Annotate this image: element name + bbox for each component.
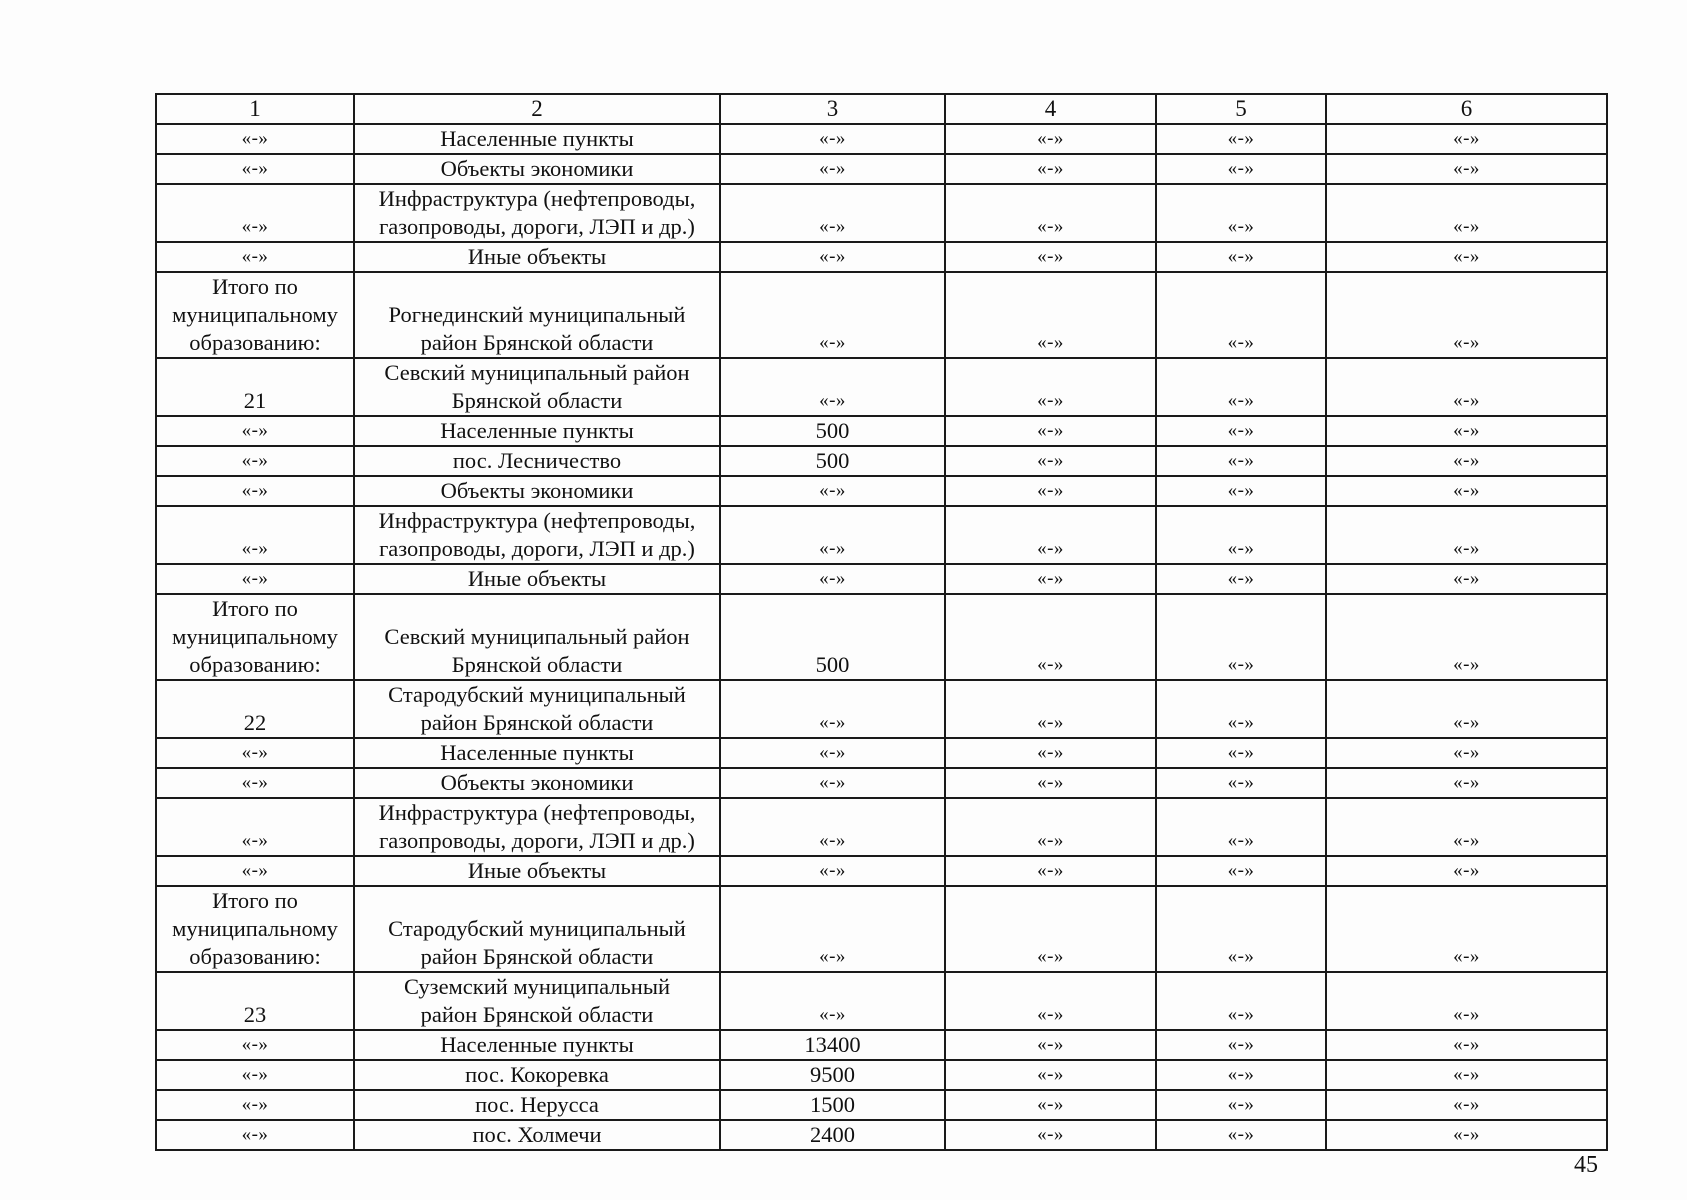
cell-col3: «-» bbox=[720, 124, 945, 154]
cell-name: Населенные пункты bbox=[354, 416, 720, 446]
cell-col6: «-» bbox=[1326, 506, 1607, 564]
cell-col6: «-» bbox=[1326, 856, 1607, 886]
cell-col5: «-» bbox=[1156, 242, 1326, 272]
cell-col6: «-» bbox=[1326, 768, 1607, 798]
table-row bbox=[156, 154, 1607, 184]
cell-name: Инфраструктура (нефтепроводы, газопроводы, дороги, ЛЭП и др.) bbox=[354, 798, 720, 856]
cell-col6: «-» bbox=[1326, 594, 1607, 680]
cell-name: Объекты экономики bbox=[354, 154, 720, 184]
table-row bbox=[156, 798, 1607, 856]
cell-col4: «-» bbox=[945, 1030, 1156, 1060]
cell-col4: «-» bbox=[945, 738, 1156, 768]
table-row bbox=[156, 594, 1607, 680]
cell-col4: «-» bbox=[945, 272, 1156, 358]
cell-col3: «-» bbox=[720, 184, 945, 242]
cell-col4: «-» bbox=[945, 124, 1156, 154]
cell-col3: «-» bbox=[720, 506, 945, 564]
cell-col5: «-» bbox=[1156, 446, 1326, 476]
cell-number: «-» bbox=[156, 124, 354, 154]
cell-col6: «-» bbox=[1326, 242, 1607, 272]
cell-col3: 13400 bbox=[720, 1030, 945, 1060]
table-row bbox=[156, 184, 1607, 242]
cell-col4: «-» bbox=[945, 184, 1156, 242]
table-row bbox=[156, 738, 1607, 768]
cell-col5: «-» bbox=[1156, 506, 1326, 564]
cell-col4: «-» bbox=[945, 476, 1156, 506]
cell-col5: «-» bbox=[1156, 1030, 1326, 1060]
cell-name: Объекты экономики bbox=[354, 768, 720, 798]
cell-col4: «-» bbox=[945, 564, 1156, 594]
cell-col5: «-» bbox=[1156, 738, 1326, 768]
table-row bbox=[156, 242, 1607, 272]
cell-col4: «-» bbox=[945, 886, 1156, 972]
cell-col5: «-» bbox=[1156, 416, 1326, 446]
header-cell-3: 3 bbox=[720, 94, 945, 124]
cell-number: Итого по муниципальному образованию: bbox=[156, 594, 354, 680]
table-row bbox=[156, 1030, 1607, 1060]
cell-col4: «-» bbox=[945, 1120, 1156, 1150]
cell-number: «-» bbox=[156, 476, 354, 506]
cell-name: Населенные пункты bbox=[354, 124, 720, 154]
cell-name: Севский муниципальный район Брянской области bbox=[354, 358, 720, 416]
cell-col4: «-» bbox=[945, 154, 1156, 184]
cell-name: Иные объекты bbox=[354, 564, 720, 594]
cell-number: «-» bbox=[156, 1090, 354, 1120]
cell-number: 21 bbox=[156, 358, 354, 416]
cell-col6: «-» bbox=[1326, 476, 1607, 506]
cell-number: «-» bbox=[156, 242, 354, 272]
cell-name: Иные объекты bbox=[354, 856, 720, 886]
table-row bbox=[156, 446, 1607, 476]
cell-number: «-» bbox=[156, 506, 354, 564]
cell-col5: «-» bbox=[1156, 476, 1326, 506]
cell-name: пос. Лесничество bbox=[354, 446, 720, 476]
table-row bbox=[156, 856, 1607, 886]
cell-col6: «-» bbox=[1326, 738, 1607, 768]
cell-col3: «-» bbox=[720, 972, 945, 1030]
cell-col5: «-» bbox=[1156, 886, 1326, 972]
cell-col6: «-» bbox=[1326, 124, 1607, 154]
cell-col3: 500 bbox=[720, 446, 945, 476]
cell-number: «-» bbox=[156, 738, 354, 768]
cell-col5: «-» bbox=[1156, 272, 1326, 358]
cell-number: «-» bbox=[156, 154, 354, 184]
cell-col5: «-» bbox=[1156, 768, 1326, 798]
cell-name: Иные объекты bbox=[354, 242, 720, 272]
cell-number: «-» bbox=[156, 1120, 354, 1150]
table-row bbox=[156, 680, 1607, 738]
cell-col4: «-» bbox=[945, 856, 1156, 886]
table-row bbox=[156, 768, 1607, 798]
header-cell-5: 5 bbox=[1156, 94, 1326, 124]
header-cell-1: 1 bbox=[156, 94, 354, 124]
data-table bbox=[155, 93, 1608, 1151]
cell-col5: «-» bbox=[1156, 184, 1326, 242]
cell-number: «-» bbox=[156, 768, 354, 798]
cell-number: «-» bbox=[156, 1030, 354, 1060]
cell-col3: 2400 bbox=[720, 1120, 945, 1150]
cell-name: Инфраструктура (нефтепроводы, газопроводы, дороги, ЛЭП и др.) bbox=[354, 184, 720, 242]
cell-col5: «-» bbox=[1156, 798, 1326, 856]
cell-number: 23 bbox=[156, 972, 354, 1030]
cell-col4: «-» bbox=[945, 768, 1156, 798]
cell-col5: «-» bbox=[1156, 972, 1326, 1030]
cell-col4: «-» bbox=[945, 446, 1156, 476]
cell-number: Итого по муниципальному образованию: bbox=[156, 886, 354, 972]
cell-col4: «-» bbox=[945, 242, 1156, 272]
cell-number: «-» bbox=[156, 416, 354, 446]
cell-col5: «-» bbox=[1156, 564, 1326, 594]
cell-number: Итого по муниципальному образованию: bbox=[156, 272, 354, 358]
cell-col3: «-» bbox=[720, 680, 945, 738]
cell-col3: «-» bbox=[720, 768, 945, 798]
cell-name: пос. Холмечи bbox=[354, 1120, 720, 1150]
cell-col6: «-» bbox=[1326, 564, 1607, 594]
cell-col3: «-» bbox=[720, 738, 945, 768]
table-row bbox=[156, 358, 1607, 416]
cell-col4: «-» bbox=[945, 358, 1156, 416]
cell-col3: «-» bbox=[720, 154, 945, 184]
header-row bbox=[156, 94, 1607, 124]
table-row bbox=[156, 1060, 1607, 1090]
cell-number: «-» bbox=[156, 184, 354, 242]
cell-col3: «-» bbox=[720, 798, 945, 856]
table-body bbox=[156, 94, 1607, 1150]
cell-number: «-» bbox=[156, 1060, 354, 1090]
cell-number: «-» bbox=[156, 856, 354, 886]
cell-col4: «-» bbox=[945, 798, 1156, 856]
cell-col6: «-» bbox=[1326, 1090, 1607, 1120]
page-number: 45 bbox=[1574, 1152, 1598, 1178]
cell-name: Суземский муниципальный район Брянской области bbox=[354, 972, 720, 1030]
cell-col6: «-» bbox=[1326, 416, 1607, 446]
cell-col6: «-» bbox=[1326, 446, 1607, 476]
cell-col3: «-» bbox=[720, 272, 945, 358]
cell-col3: «-» bbox=[720, 886, 945, 972]
cell-name: Населенные пункты bbox=[354, 1030, 720, 1060]
cell-name: Объекты экономики bbox=[354, 476, 720, 506]
cell-col6: «-» bbox=[1326, 886, 1607, 972]
table-row bbox=[156, 476, 1607, 506]
cell-name: Стародубский муниципальный район Брянской области bbox=[354, 886, 720, 972]
cell-col6: «-» bbox=[1326, 1060, 1607, 1090]
cell-number: 22 bbox=[156, 680, 354, 738]
cell-col6: «-» bbox=[1326, 680, 1607, 738]
table-row bbox=[156, 272, 1607, 358]
cell-col3: «-» bbox=[720, 564, 945, 594]
cell-col4: «-» bbox=[945, 506, 1156, 564]
cell-name: Населенные пункты bbox=[354, 738, 720, 768]
cell-col6: «-» bbox=[1326, 358, 1607, 416]
cell-name: пос. Кокоревка bbox=[354, 1060, 720, 1090]
cell-col6: «-» bbox=[1326, 1030, 1607, 1060]
cell-col4: «-» bbox=[945, 1060, 1156, 1090]
cell-col3: «-» bbox=[720, 856, 945, 886]
cell-col6: «-» bbox=[1326, 972, 1607, 1030]
cell-col4: «-» bbox=[945, 680, 1156, 738]
cell-col4: «-» bbox=[945, 972, 1156, 1030]
cell-name: Инфраструктура (нефтепроводы, газопроводы, дороги, ЛЭП и др.) bbox=[354, 506, 720, 564]
cell-col3: «-» bbox=[720, 476, 945, 506]
cell-col5: «-» bbox=[1156, 1060, 1326, 1090]
cell-col3: 500 bbox=[720, 416, 945, 446]
header-cell-2: 2 bbox=[354, 94, 720, 124]
cell-col5: «-» bbox=[1156, 124, 1326, 154]
table-row bbox=[156, 1120, 1607, 1150]
cell-col3: «-» bbox=[720, 358, 945, 416]
header-cell-4: 4 bbox=[945, 94, 1156, 124]
table-row bbox=[156, 416, 1607, 446]
cell-col4: «-» bbox=[945, 416, 1156, 446]
cell-col6: «-» bbox=[1326, 184, 1607, 242]
cell-col5: «-» bbox=[1156, 680, 1326, 738]
cell-col3: 1500 bbox=[720, 1090, 945, 1120]
cell-col6: «-» bbox=[1326, 272, 1607, 358]
cell-number: «-» bbox=[156, 446, 354, 476]
table-row bbox=[156, 124, 1607, 154]
cell-col6: «-» bbox=[1326, 154, 1607, 184]
cell-name: Стародубский муниципальный район Брянской области bbox=[354, 680, 720, 738]
table-row bbox=[156, 564, 1607, 594]
cell-name: Рогнединский муниципальный район Брянской области bbox=[354, 272, 720, 358]
table-row bbox=[156, 1090, 1607, 1120]
cell-col6: «-» bbox=[1326, 798, 1607, 856]
cell-number: «-» bbox=[156, 798, 354, 856]
table-row bbox=[156, 972, 1607, 1030]
cell-name: пос. Нерусса bbox=[354, 1090, 720, 1120]
cell-col5: «-» bbox=[1156, 856, 1326, 886]
cell-col5: «-» bbox=[1156, 1120, 1326, 1150]
cell-col5: «-» bbox=[1156, 358, 1326, 416]
cell-col5: «-» bbox=[1156, 1090, 1326, 1120]
table-row bbox=[156, 886, 1607, 972]
cell-col6: «-» bbox=[1326, 1120, 1607, 1150]
cell-col5: «-» bbox=[1156, 154, 1326, 184]
cell-col5: «-» bbox=[1156, 594, 1326, 680]
cell-col3: 500 bbox=[720, 594, 945, 680]
cell-col4: «-» bbox=[945, 594, 1156, 680]
cell-col3: «-» bbox=[720, 242, 945, 272]
cell-name: Севский муниципальный район Брянской области bbox=[354, 594, 720, 680]
cell-col3: 9500 bbox=[720, 1060, 945, 1090]
header-cell-6: 6 bbox=[1326, 94, 1607, 124]
cell-col4: «-» bbox=[945, 1090, 1156, 1120]
table-row bbox=[156, 506, 1607, 564]
cell-number: «-» bbox=[156, 564, 354, 594]
